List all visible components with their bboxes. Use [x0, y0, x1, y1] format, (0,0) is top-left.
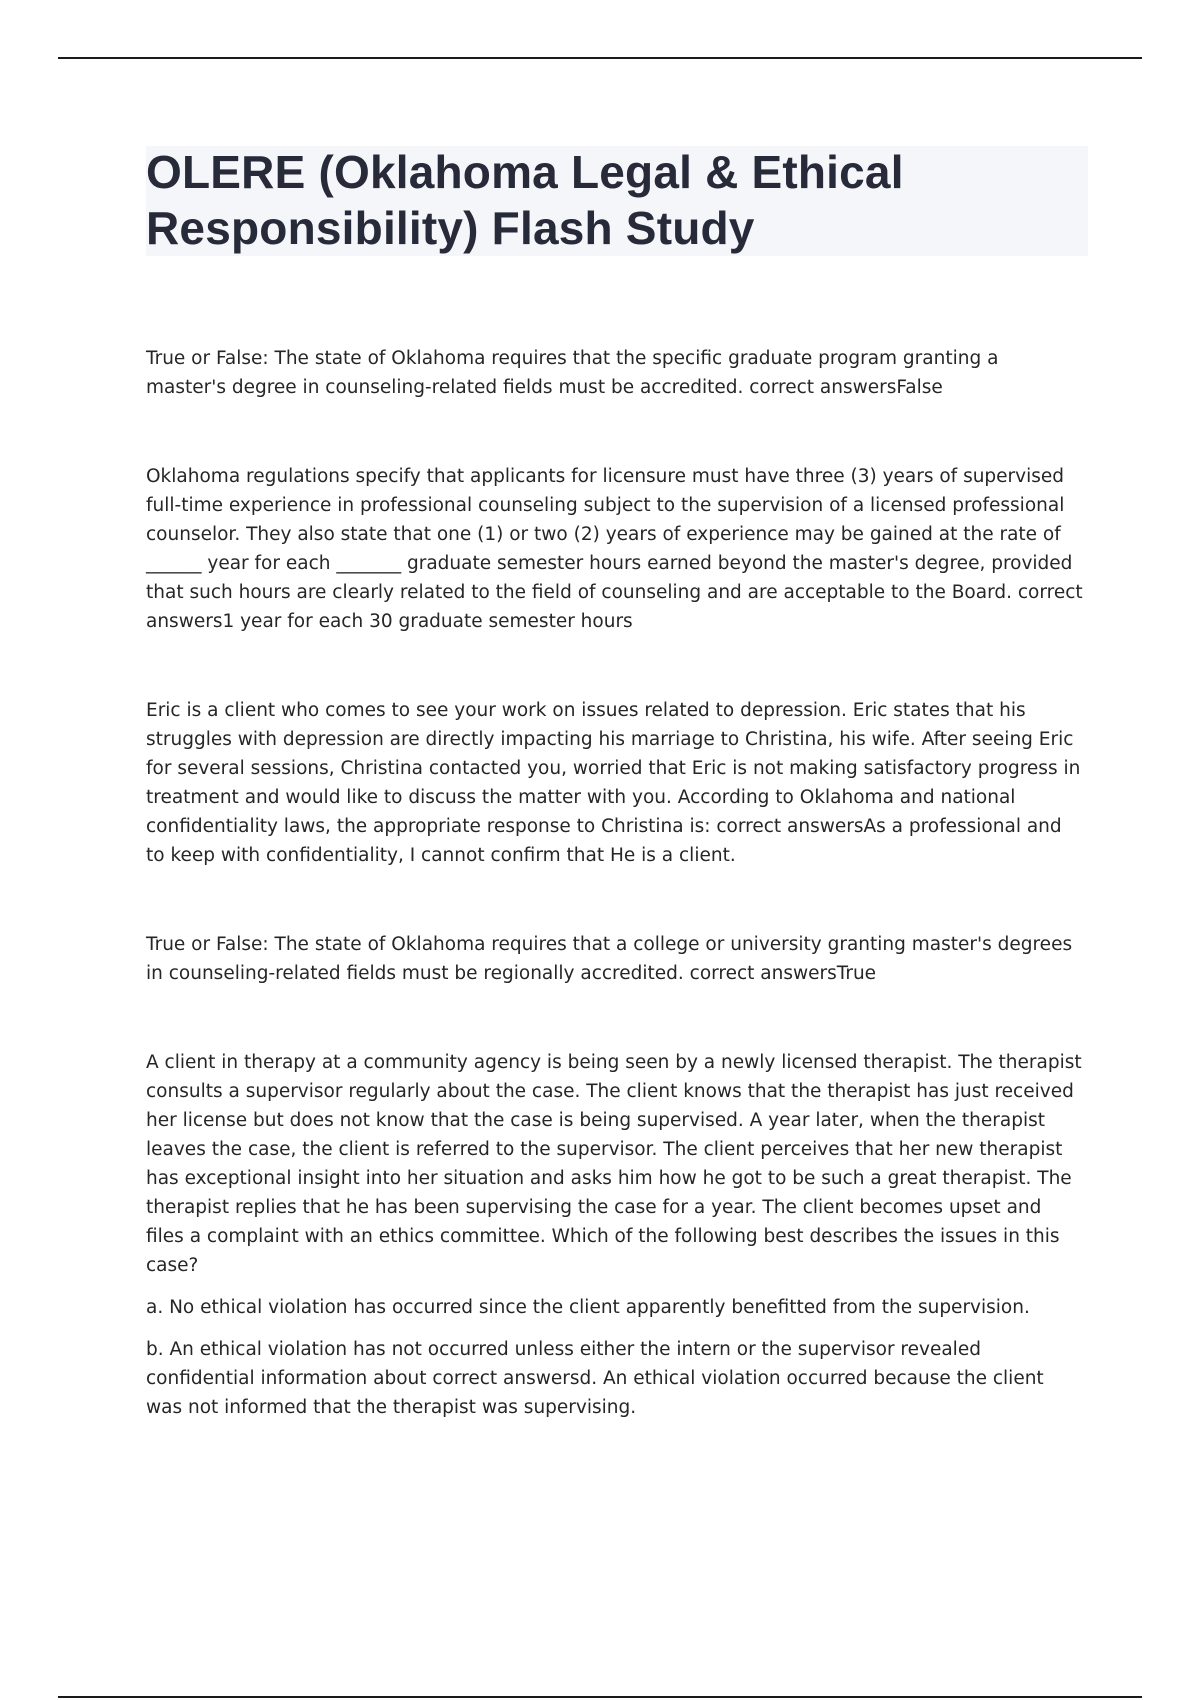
- bottom-rule: [58, 1696, 1142, 1698]
- flashcard-3: [146, 696, 1084, 870]
- flashcard-5-option-a: a. No ethical violation has occurred since the client apparently benefitted from the supervision.: [146, 1297, 1030, 1318]
- flashcard-list: [146, 344, 1084, 1482]
- flashcard-5-option-b: b. An ethical violation has not occurred unless either the intern or the supervisor revealed confidential information about correct answersd. An ethical violation occurred because the client was not informed that the therapist was supervising.: [146, 1339, 1044, 1418]
- flashcard-4: [146, 930, 1084, 988]
- flashcard-1-text: True or False: The state of Oklahoma requires that the specific graduate program granting a master's degree in counseling-related fields must be accredited. correct answersFalse: [146, 348, 999, 398]
- flashcard-5: [146, 1048, 1084, 1422]
- flashcard-3-text: Eric is a client who comes to see your work on issues related to depression. Eric states that his struggles with depression are directly impacting his marriage to Christina, his wife. After seeing Eric for several sessions, Christina contacted you, worried that Eric is not making satisfactory progress in treatment and would like to discuss the matter with you. According to Oklahoma and national confidentiality laws, the appropriate response to Christina is: correct answersAs a professional and to keep with confidentiality, I cannot confirm that He is a client.: [146, 700, 1081, 866]
- flashcard-4-text: True or False: The state of Oklahoma requires that a college or university granting master's degrees in counseling-related fields must be regionally accredited. correct answersTrue: [146, 934, 1073, 984]
- flashcard-1: [146, 344, 1084, 402]
- flashcard-5-text: A client in therapy at a community agency is being seen by a newly licensed therapist. The therapist consults a supervisor regularly about the case. The client knows that the therapist has just received her license but does not know that the case is being supervised. A year later, when the therapist leaves the case, the client is referred to the supervisor. The client perceives that her new therapist has exceptional insight into her situation and asks him how he got to be such a great therapist. The therapist replies that he has been supervising the case for a year. The client becomes upset and files a complaint with an ethics committee. Which of the following best describes the issues in this case?: [146, 1052, 1082, 1276]
- top-rule: [58, 57, 1142, 59]
- flashcard-2: [146, 462, 1084, 636]
- flashcard-2-text: Oklahoma regulations specify that applicants for licensure must have three (3) years of supervised full-time experience in professional counseling subject to the supervision of a licensed professional counselor. They also state that one (1) or two (2) years of experience may be gained at the rate of ______ year for each _______ graduate semester hours earned beyond the master's degree, provided that such hours are clearly related to the field of counseling and are acceptable to the Board. correct answers1 year for each 30 graduate semester hours: [146, 466, 1083, 632]
- document-title: OLERE (Oklahoma Legal & Ethical Responsibility) Flash Study: [146, 146, 904, 254]
